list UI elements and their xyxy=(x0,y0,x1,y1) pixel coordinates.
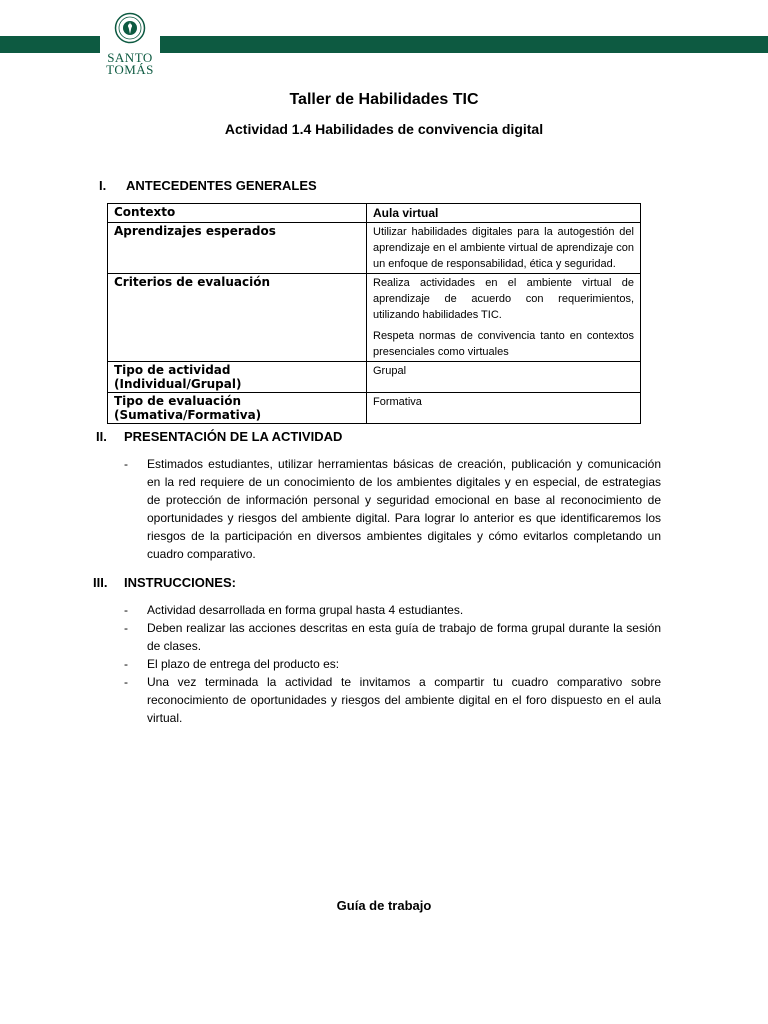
table-row xyxy=(108,274,641,362)
logo-text-line1: SANTO xyxy=(107,50,153,65)
header-band-left xyxy=(0,36,100,53)
table-row xyxy=(108,204,641,223)
section-title: ANTECEDENTES GENERALES xyxy=(126,178,317,193)
row-value: Aula virtual xyxy=(367,204,641,223)
footer-title: Guía de trabajo xyxy=(336,898,432,913)
section-title: PRESENTACIÓN DE LA ACTIVIDAD xyxy=(124,429,343,444)
instructions-list xyxy=(123,601,661,727)
document-subtitle: Actividad 1.4 Habilidades de convivencia digital xyxy=(224,121,544,137)
criterion-text: Realiza actividades en el ambiente virtual de aprendizaje de acuerdo con requerimientos, utilizando habilidades TIC. xyxy=(373,277,634,321)
row-value: Utilizar habilidades digitales para la autogestión del aprendizaje en el ambiente virtual de aprendizaje con un enfoque de responsabilidad, ética y seguridad. xyxy=(367,223,641,274)
presentation-list xyxy=(123,455,661,563)
section-title: INSTRUCCIONES: xyxy=(124,575,236,590)
row-value: Grupal xyxy=(367,362,641,393)
criterion-text: Respeta normas de convivencia tanto en contextos presenciales como virtuales xyxy=(373,330,634,358)
table-row xyxy=(108,362,641,393)
row-key: Tipo de evaluación (Sumativa/Formativa) xyxy=(108,393,367,424)
document-title: Taller de Habilidades TIC xyxy=(289,91,479,108)
list-item: - Una vez terminada la actividad te invitamos a compartir tu cuadro comparativo sobre reconocimiento de oportunidades y riesgos del ambiente digital en el foro dispuesto en el aula virtual. xyxy=(123,673,661,727)
institution-logo xyxy=(100,12,160,88)
row-key: Criterios de evaluación xyxy=(108,274,367,362)
header-band-right xyxy=(160,36,768,53)
table-row xyxy=(108,393,641,424)
list-item: - Estimados estudiantes, utilizar herramientas básicas de creación, publicación y comunicación en la red requiere de un conocimiento de los ambientes digitales y en especial, de estrategias de protección de información personal y seguridad emocional en base al reconocimiento de oportunidades y riesgos del ambiente digital. Para lograr lo anterior es que identificaremos los riesgos de la participación en diversos ambientes digitales y cómo evitarlos completando un cuadro comparativo. xyxy=(123,455,661,563)
section-number: I. xyxy=(99,178,107,193)
list-item: - Deben realizar las acciones descritas en esta guía de trabajo de forma grupal durante la sesión de clases. xyxy=(123,619,661,655)
seal-icon xyxy=(114,12,146,44)
row-key: Aprendizajes esperados xyxy=(108,223,367,274)
row-key: Contexto xyxy=(108,204,367,223)
general-info-table xyxy=(107,203,641,424)
section-number: II. xyxy=(96,429,107,444)
section-number: III. xyxy=(93,575,108,590)
list-item: - El plazo de entrega del producto es: xyxy=(123,655,661,673)
table-row xyxy=(108,223,641,274)
row-key: Tipo de actividad (Individual/Grupal) xyxy=(108,362,367,393)
list-item: - Actividad desarrollada en forma grupal hasta 4 estudiantes. xyxy=(123,601,661,619)
row-value: Formativa xyxy=(367,393,641,424)
row-value-cell xyxy=(367,274,641,362)
logo-text-line2: TOMÁS xyxy=(106,62,154,77)
